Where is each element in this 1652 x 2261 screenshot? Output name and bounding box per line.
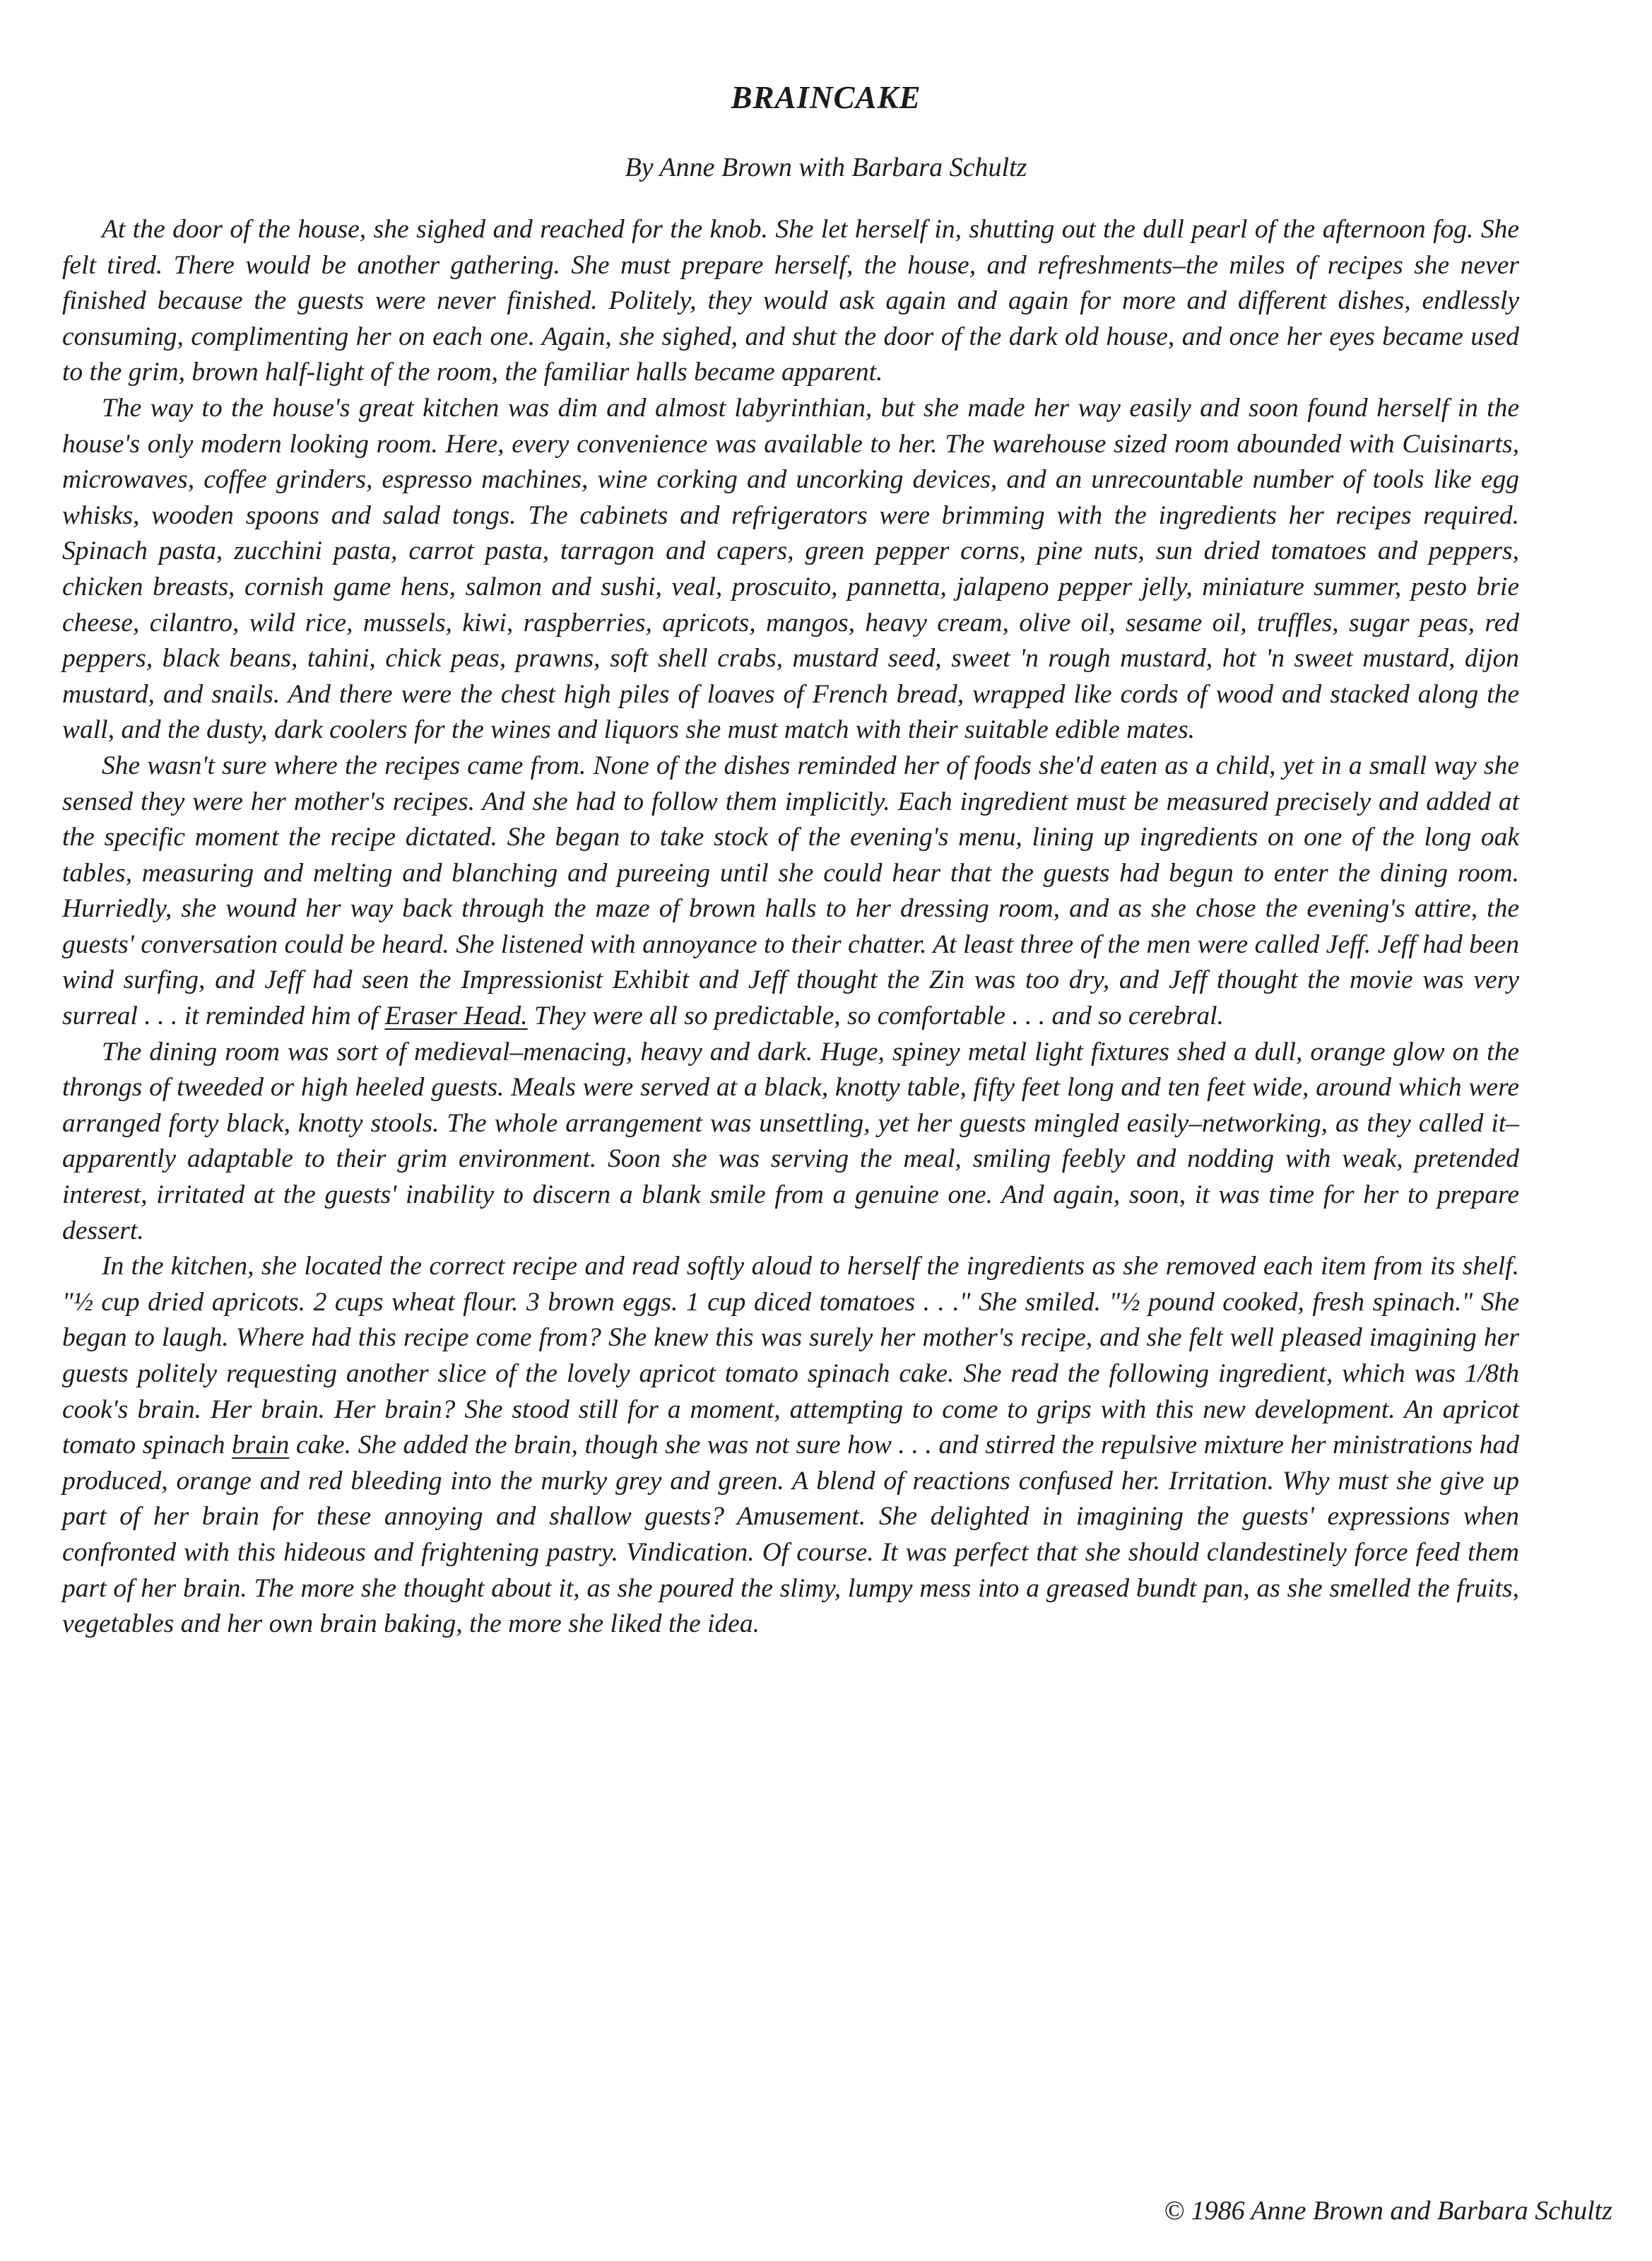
paragraph-3 [62, 748, 1519, 1035]
story-title: BRAINCAKE [731, 80, 921, 115]
paragraph-3-text-a: She wasn't sure where the recipes came from. None of the dishes reminded her of foods she'd eaten as a child, yet in a small way she sensed they were her mother's recipes. And she had to follow them implicitly. Each ingredient must be measured precisely and added at the specific moment the recipe dictated. She began to take stock of the evening's menu, lining up ingredients on one of the long oak tables, measuring and melting and blanching and pureeing until she could hear that the guests had begun to enter the dining room. Hurriedly, she wound her way back through the maze of brown halls to her dressing room, and as she chose the evening's attire, the guests' conversation could be heard. She listened with annoyance to their chatter. At least three of the men were called Jeff. Jeff had been wind surfing, and Jeff had seen the Impressionist Exhibit and Jeff thought the Zin was too dry, and Jeff thought the movie was very surreal . . . it reminded him of [62, 751, 1519, 1031]
paragraph-5 [62, 1249, 1519, 1643]
paragraph-5-text-b: cake. She added the brain, though she was not sure how . . . and stirred the repulsive mixture her ministrations had produced, orange and red bleeding into the murky grey and green. A blend of reactions confused her. Irritation. Why must she give up part of her brain for these annoying and shallow guests? Amusement. She delighted in imagining the guests' expressions when confronted with this hideous and frightening pastry. Vindication. Of course. It was perfect that she should clandestinely force feed them part of her brain. The more she thought about it, as she poured the slimy, lumpy mess into a greased bundt pan, as she smelled the fruits, vegetables and her own brain baking, the more she liked the idea. [62, 1431, 1520, 1639]
paragraph-3-text-b: They were all so predictable, so comfortable . . . and so cerebral. [527, 1002, 1224, 1031]
copyright-notice: © 1986 Anne Brown and Barbara Schultz [1164, 2196, 1612, 2226]
paragraph-1: At the door of the house, she sighed and reached for the knob. She let herself in, shutting out the dull pearl of the afternoon fog. She felt tired. There would be another gathering. She must prepare herself, the house, and refreshments–the miles of recipes she never finished because the guests were never finished. Politely, they would ask again and again for more and different dishes, endlessly consuming, complimenting her on each one. Again, she sighed, and shut the door of the dark old house, and once her eyes became used to the grim, brown half-light of the room, the familiar halls became apparent. [62, 215, 1519, 387]
paragraph-4: The dining room was sort of medieval–menacing, heavy and dark. Huge, spiney metal light fixtures shed a dull, orange glow on the throngs of tweeded or high heeled guests. Meals were served at a black, knotty table, fifty feet long and ten feet wide, around which were arranged forty black, knotty stools. The whole arrangement was unsettling, yet her guests mingled easily–networking, as they called it–apparently adaptable to their grim environment. Soon she was serving the meal, smiling feebly and nodding with weak, pretended interest, irritated at the guests' inability to discern a blank smile from a genuine one. And again, soon, it was time for her to prepare dessert. [62, 1037, 1519, 1245]
paragraph-5-text-a: In the kitchen, she located the correct recipe and read softly aloud to herself the ingredients as she removed each item from its shelf. "½ cup dried apricots. 2 cups wheat flour. 3 brown eggs. 1 cup diced tomatoes . . ." She smiled. "½ pound cooked, fresh spinach." She began to laugh. Where had this recipe come from? She knew this was surely her mother's recipe, and she felt well pleased imagining her guests politely requesting another slice of the lovely apricot tomato spinach cake. She read the following ingredient, which was 1/8th cook's brain. Her brain. Her brain? She stood still for a moment, attempting to come to grips with this new development. An apricot tomato spinach [62, 1252, 1519, 1460]
brain-underlined: brain [232, 1431, 290, 1460]
paragraph-2: The way to the house's great kitchen was dim and almost labyrinthian, but she made her way easily and soon found herself in the house's only modern looking room. Here, every convenience was available to her. The warehouse sized room abounded with Cuisinarts, microwaves, coffee grinders, espresso machines, wine corking and uncorking devices, and an unrecountable number of tools like egg whisks, wooden spoons and salad tongs. The cabinets and refrigerators were brimming with the ingredients her recipes required. Spinach pasta, zucchini pasta, carrot pasta, tarragon and capers, green pepper corns, pine nuts, sun dried tomatoes and peppers, chicken breasts, cornish game hens, salmon and sushi, veal, proscuito, pannetta, jalapeno pepper jelly, miniature summer, pesto brie cheese, cilantro, wild rice, mussels, kiwi, raspberries, apricots, mangos, heavy cream, olive oil, sesame oil, truffles, sugar peas, red peppers, black beans, tahini, chick peas, prawns, soft shell crabs, mustard seed, sweet 'n rough mustard, hot 'n sweet mustard, dijon mustard, and snails. And there were the chest high piles of loaves of French bread, wrapped like cords of wood and stacked along the wall, and the dusty, dark coolers for the wines and liquors she must match with their suitable edible mates. [62, 393, 1519, 745]
byline: By Anne Brown with Barbara Schultz [625, 153, 1027, 182]
story-body [62, 212, 1519, 1643]
film-title-underlined: Eraser Head. [384, 1002, 528, 1031]
